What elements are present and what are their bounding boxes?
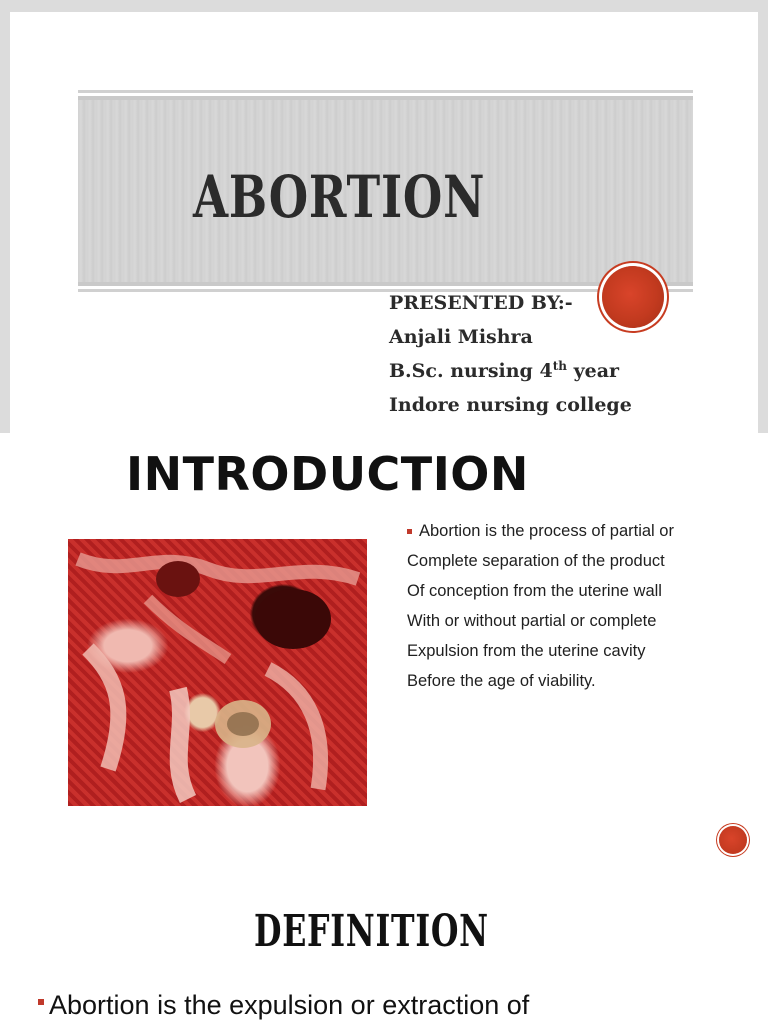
definition-text: Abortion is the expulsion or extraction of — [38, 990, 529, 1021]
list-item: Complete separation of the product — [407, 552, 665, 570]
presenter-block — [389, 286, 632, 422]
introduction-slide — [0, 433, 768, 866]
presenter-name: Anjali Mishra — [389, 326, 533, 348]
slide-title: DEFINITION — [254, 906, 489, 957]
list-item: Before the age of viability. — [407, 672, 596, 690]
specimen-image — [68, 539, 367, 806]
list-item: Abortion is the process of partial or — [407, 521, 697, 542]
decorative-circle-icon — [719, 826, 747, 854]
presenter-course: B.Sc. nursing 4th year — [389, 359, 620, 382]
presented-by-label: PRESENTED BY:- — [389, 292, 573, 314]
bullet-icon — [38, 999, 44, 1005]
slide-title: INTRODUCTION — [126, 447, 529, 501]
list-item: With or without partial or complete — [407, 612, 657, 630]
title-slide — [10, 12, 758, 433]
list-item: Expulsion from the uterine cavity — [407, 642, 646, 660]
title-banner — [78, 96, 693, 286]
definition-slide — [0, 866, 768, 1024]
specimen-photo-shapes — [68, 539, 367, 806]
presenter-college: Indore nursing college — [389, 394, 632, 416]
introduction-list — [407, 521, 697, 701]
slide-title: ABORTION — [193, 163, 486, 231]
list-item: Of conception from the uterine wall — [407, 582, 662, 600]
